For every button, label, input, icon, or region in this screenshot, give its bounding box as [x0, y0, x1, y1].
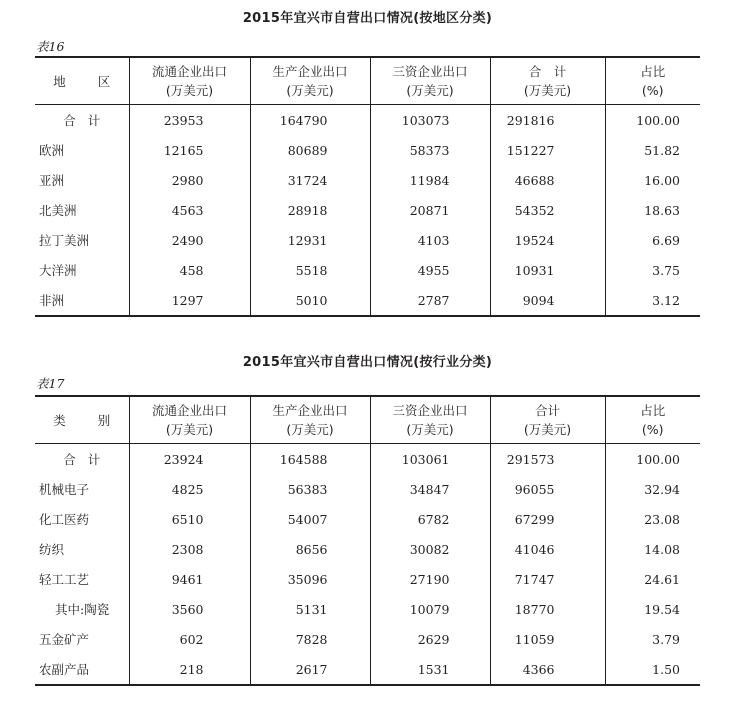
cell-value: 14.08	[605, 534, 700, 564]
header-line1: 三资企业出口	[392, 403, 468, 418]
cell-value: 23.08	[605, 504, 700, 534]
header-line2: (万美元)	[523, 422, 572, 437]
cell-value: 5518	[250, 255, 370, 285]
cell-value: 3560	[129, 594, 250, 624]
header-line1: 占比	[640, 403, 666, 418]
cell-value: 602	[129, 624, 250, 654]
header-column	[370, 396, 490, 444]
table-row	[35, 564, 700, 594]
cell-value: 2308	[129, 534, 250, 564]
header-column	[250, 57, 370, 105]
cell-value: 8656	[250, 534, 370, 564]
cell-value: 51.82	[605, 135, 700, 165]
header-line2: (万美元)	[165, 83, 214, 98]
table16-title: 2015年宜兴市自营出口情况(按地区分类)	[242, 11, 493, 26]
header-column	[490, 396, 605, 444]
cell-value: 218	[129, 654, 250, 685]
header-line1: 流通企业出口	[151, 403, 227, 418]
row-label: 化工医药	[39, 512, 90, 527]
cell-value: 100.00	[605, 105, 700, 136]
header-line2: (万美元)	[165, 422, 214, 437]
table17-header-row	[35, 396, 700, 444]
header-column	[605, 396, 700, 444]
row-label: 合计	[63, 113, 113, 128]
table17-title: 2015年宜兴市自营出口情况(按行业分类)	[242, 355, 493, 370]
table-row	[35, 135, 700, 165]
table-row	[35, 105, 700, 136]
cell-value: 11984	[370, 165, 490, 195]
row-label: 大洋洲	[39, 263, 77, 278]
cell-value: 2787	[370, 285, 490, 316]
cell-value: 291573	[490, 444, 605, 475]
cell-value: 1531	[370, 654, 490, 685]
header-line2: (万美元)	[406, 422, 454, 437]
cell-value: 3.79	[605, 624, 700, 654]
cell-value: 2490	[129, 225, 250, 255]
table17-label: 表17	[36, 376, 65, 391]
header-line2: (万美元)	[523, 83, 572, 98]
cell-value: 4825	[129, 474, 250, 504]
table16-body	[35, 105, 700, 317]
cell-value: 10079	[370, 594, 490, 624]
cell-value: 9461	[129, 564, 250, 594]
row-label: 机械电子	[39, 482, 90, 497]
row-label: 亚洲	[39, 173, 65, 188]
header-line1: 生产企业出口	[272, 64, 348, 79]
header-line1: 生产企业出口	[272, 403, 348, 418]
cell-value: 30082	[370, 534, 490, 564]
table-row	[35, 285, 700, 316]
row-label: 合计	[63, 452, 113, 467]
cell-value: 96055	[490, 474, 605, 504]
cell-value: 19.54	[605, 594, 700, 624]
cell-value: 67299	[490, 504, 605, 534]
header-column	[129, 57, 250, 105]
header-line1: 流通企业出口	[151, 64, 227, 79]
table-row	[35, 444, 700, 475]
cell-value: 100.00	[605, 444, 700, 475]
row-label: 欧洲	[39, 143, 65, 158]
cell-value: 103073	[370, 105, 490, 136]
cell-value: 9094	[490, 285, 605, 316]
cell-value: 46688	[490, 165, 605, 195]
header-line1: 三资企业出口	[392, 64, 468, 79]
cell-value: 23924	[129, 444, 250, 475]
header-line2: (万美元)	[286, 422, 334, 437]
header-line2: (万美元)	[286, 83, 334, 98]
header-column	[250, 396, 370, 444]
cell-value: 5131	[250, 594, 370, 624]
cell-value: 27190	[370, 564, 490, 594]
cell-value: 80689	[250, 135, 370, 165]
cell-value: 6510	[129, 504, 250, 534]
cell-value: 4563	[129, 195, 250, 225]
table-row	[35, 165, 700, 195]
cell-value: 164790	[250, 105, 370, 136]
cell-value: 2629	[370, 624, 490, 654]
cell-value: 458	[129, 255, 250, 285]
cell-value: 291816	[490, 105, 605, 136]
cell-value: 34847	[370, 474, 490, 504]
cell-value: 54352	[490, 195, 605, 225]
cell-value: 28918	[250, 195, 370, 225]
row-label: 非洲	[39, 293, 65, 308]
cell-value: 4103	[370, 225, 490, 255]
cell-value: 164588	[250, 444, 370, 475]
table16-label: 表16	[36, 39, 65, 54]
cell-value: 6782	[370, 504, 490, 534]
row-label: 其中:陶瓷	[55, 602, 110, 617]
header-column	[370, 57, 490, 105]
cell-value: 41046	[490, 534, 605, 564]
header-line2: (万美元)	[406, 83, 454, 98]
table16	[35, 56, 700, 317]
cell-value: 32.94	[605, 474, 700, 504]
cell-value: 2617	[250, 654, 370, 685]
header-line1: 类 别	[53, 412, 125, 428]
header-line1: 合 计	[528, 64, 567, 79]
cell-value: 16.00	[605, 165, 700, 195]
header-column	[129, 396, 250, 444]
table-row	[35, 624, 700, 654]
table-row	[35, 654, 700, 685]
table-row	[35, 225, 700, 255]
cell-value: 12931	[250, 225, 370, 255]
cell-value: 12165	[129, 135, 250, 165]
table16-header-row	[35, 57, 700, 105]
row-label: 拉丁美洲	[39, 233, 90, 248]
row-label: 轻工工艺	[39, 572, 90, 587]
cell-value: 1297	[129, 285, 250, 316]
header-line1: 占比	[640, 64, 666, 79]
cell-value: 103061	[370, 444, 490, 475]
table-row	[35, 594, 700, 624]
table17-body	[35, 444, 700, 686]
table-row	[35, 474, 700, 504]
cell-value: 24.61	[605, 564, 700, 594]
table17	[35, 395, 700, 686]
cell-value: 4366	[490, 654, 605, 685]
cell-value: 31724	[250, 165, 370, 195]
row-label: 北美洲	[39, 203, 77, 218]
cell-value: 3.12	[605, 285, 700, 316]
row-label: 五金矿产	[39, 632, 90, 647]
table-row	[35, 504, 700, 534]
cell-value: 5010	[250, 285, 370, 316]
cell-value: 151227	[490, 135, 605, 165]
cell-value: 1.50	[605, 654, 700, 685]
cell-value: 54007	[250, 504, 370, 534]
header-category	[35, 57, 129, 105]
header-category	[35, 396, 129, 444]
cell-value: 2980	[129, 165, 250, 195]
cell-value: 19524	[490, 225, 605, 255]
header-line1: 地 区	[53, 73, 125, 89]
cell-value: 7828	[250, 624, 370, 654]
cell-value: 4955	[370, 255, 490, 285]
table-row	[35, 255, 700, 285]
header-column	[605, 57, 700, 105]
cell-value: 20871	[370, 195, 490, 225]
cell-value: 3.75	[605, 255, 700, 285]
header-column	[490, 57, 605, 105]
table-row	[35, 534, 700, 564]
cell-value: 35096	[250, 564, 370, 594]
cell-value: 18.63	[605, 195, 700, 225]
cell-value: 6.69	[605, 225, 700, 255]
header-line2: (%)	[641, 83, 664, 98]
cell-value: 10931	[490, 255, 605, 285]
cell-value: 18770	[490, 594, 605, 624]
table-row	[35, 195, 700, 225]
header-line1: 合计	[534, 403, 560, 418]
cell-value: 23953	[129, 105, 250, 136]
row-label: 纺织	[39, 542, 65, 557]
cell-value: 11059	[490, 624, 605, 654]
header-line2: (%)	[641, 422, 664, 437]
cell-value: 58373	[370, 135, 490, 165]
cell-value: 71747	[490, 564, 605, 594]
cell-value: 56383	[250, 474, 370, 504]
row-label: 农副产品	[39, 662, 90, 677]
